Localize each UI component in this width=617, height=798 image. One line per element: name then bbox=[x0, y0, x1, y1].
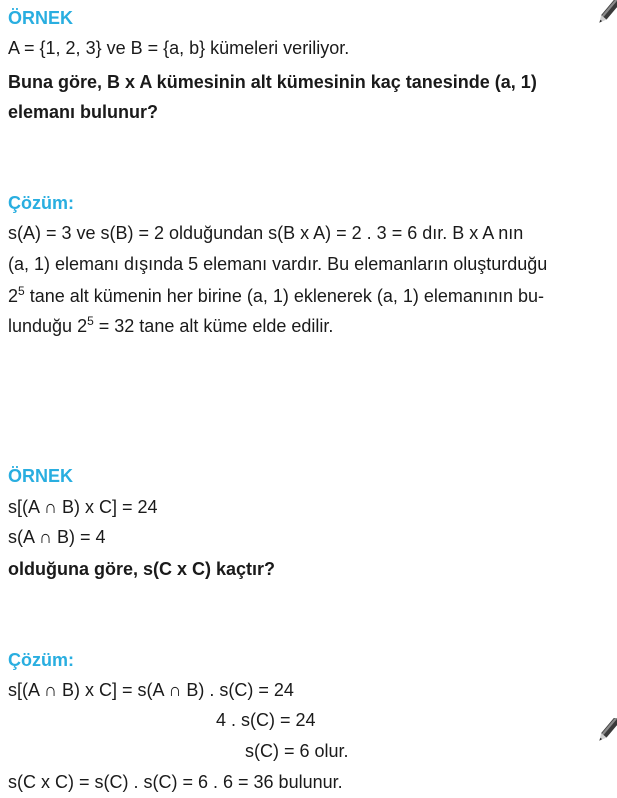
example-question-line-2: elemanı bulunur? bbox=[8, 102, 159, 122]
power-base: 2 bbox=[8, 286, 19, 306]
example-heading: ÖRNEK bbox=[8, 8, 74, 28]
example-heading: ÖRNEK bbox=[8, 466, 74, 486]
solution-heading: Çözüm: bbox=[8, 650, 74, 670]
pencil-icon bbox=[595, 0, 617, 28]
solution-line-4-text: = 32 tane alt küme elde edilir. bbox=[93, 316, 334, 336]
solution-heading: Çözüm: bbox=[8, 193, 74, 213]
solution-line-4: s(C x C) = s(C) . s(C) = 6 . 6 = 36 bulunur. bbox=[8, 772, 343, 792]
example-question-line-1: Buna göre, B x A kümesinin alt kümesinin kaç tanesinde (a, 1) bbox=[8, 72, 537, 92]
example-given-2: s(A ∩ B) = 4 bbox=[8, 527, 106, 547]
solution-line-3 bbox=[8, 285, 544, 307]
example-given-1: s[(A ∩ B) x C] = 24 bbox=[8, 497, 158, 517]
solution-line-2: (a, 1) elemanı dışında 5 elemanı vardır. Bu elemanların oluşturduğu bbox=[8, 254, 548, 274]
example-question: olduğuna göre, s(C x C) kaçtır? bbox=[8, 559, 276, 579]
solution-line-4-prefix: lunduğu 2 bbox=[8, 316, 88, 336]
power-exponent: 5 bbox=[87, 314, 94, 328]
solution-line-1: s(A) = 3 ve s(B) = 2 olduğundan s(B x A) = 2 . 3 = 6 dır. B x A nın bbox=[8, 223, 524, 243]
solution-line-3: s(C) = 6 olur. bbox=[245, 741, 349, 761]
solution-line-3-text: tane alt kümenin her birine (a, 1) eklenerek (a, 1) elemanının bu- bbox=[24, 286, 544, 306]
solution-line-4 bbox=[8, 315, 333, 337]
solution-line-2: 4 . s(C) = 24 bbox=[216, 710, 316, 730]
power-exponent: 5 bbox=[18, 284, 25, 298]
pencil-icon bbox=[595, 718, 617, 746]
solution-line-1: s[(A ∩ B) x C] = s(A ∩ B) . s(C) = 24 bbox=[8, 680, 294, 700]
example-given: A = {1, 2, 3} ve B = {a, b} kümeleri veriliyor. bbox=[8, 38, 350, 58]
